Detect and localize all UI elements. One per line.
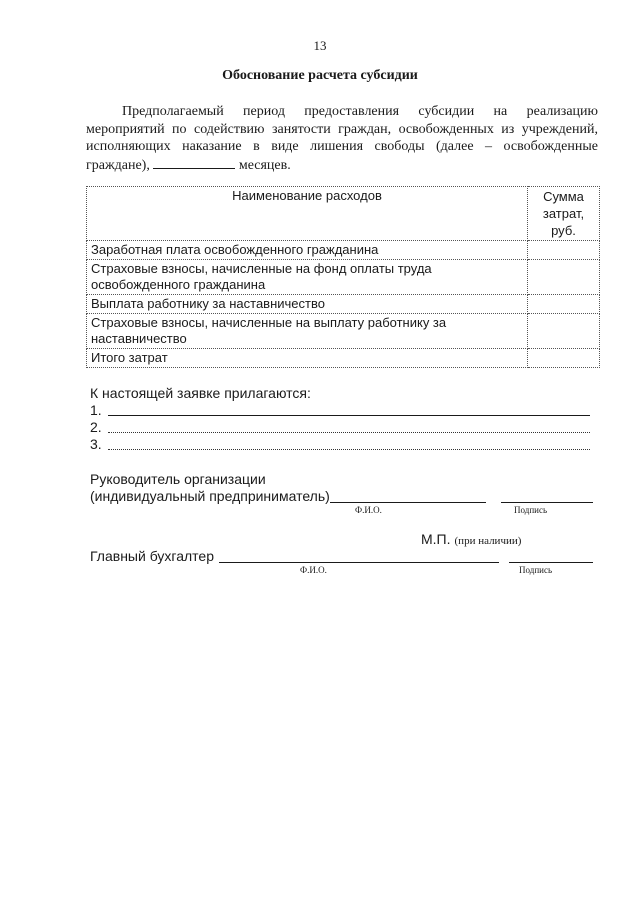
stamp-note: (при наличии) [454,535,522,547]
intro-text: Предполагаемый период предоставления субсидии на реализацию мероприятий по содействию занятости граждан, освобожденных из учреждений, исполняющих наказание в виде лишения свободы (далее – освобожденные граждане), [86,104,598,173]
row-name: Страховые взносы, начисленные на выплату работнику за наставничество [87,314,528,349]
row-name: Страховые взносы, начисленные на фонд оплаты труда освобожденного гражданина [87,260,528,295]
head-label-line2: (индивидуальный предприниматель) [90,488,330,504]
period-months-field[interactable] [153,156,235,169]
attachment-line-1[interactable] [90,402,590,418]
row-sum[interactable] [528,349,600,368]
attachment-number: 1. [90,402,102,418]
head-fio-caption: Ф.И.О. [355,505,382,515]
accountant-signature-line[interactable] [509,562,593,563]
page-number: 13 [313,38,327,53]
header-sum-cell: Сумма затрат, руб. [528,187,600,241]
head-fio-line[interactable] [330,502,486,503]
row-name: Итого затрат [87,349,528,368]
head-sign-caption: Подпись [514,505,548,515]
table-header-row [87,187,600,241]
attachment-line-3[interactable] [90,436,590,452]
table-row [87,241,600,260]
attachment-fill-line [108,449,590,450]
stamp-block [421,531,521,549]
accountant-label: Главный бухгалтер [90,548,214,564]
attachment-line-2[interactable] [90,419,590,435]
table-row [87,314,600,349]
header-name-cell: Наименование расходов [87,187,528,241]
row-sum[interactable] [528,260,600,295]
head-signature-line[interactable] [501,502,593,503]
stamp-label: М.П. [421,531,451,547]
row-name: Выплата работнику за наставничество [87,295,528,314]
row-sum[interactable] [528,241,600,260]
attachments-heading: К настоящей заявке прилагаются: [90,385,311,401]
intro-paragraph [86,103,598,174]
page-title: Обоснование расчета субсидии [222,68,418,83]
intro-text-suffix: месяцев. [238,157,291,173]
head-label-line1: Руководитель организации [90,471,266,487]
row-name: Заработная плата освобожденного гражданина [87,241,528,260]
expenses-table [86,186,600,368]
row-sum[interactable] [528,295,600,314]
accountant-fio-caption: Ф.И.О. [300,565,327,575]
attachment-fill-line [108,415,590,416]
accountant-fio-line[interactable] [219,562,499,563]
accountant-sign-caption: Подпись [519,565,553,575]
attachment-fill-line [108,432,590,433]
row-sum[interactable] [528,314,600,349]
table-row [87,260,600,295]
attachment-number: 3. [90,436,102,452]
table-row [87,295,600,314]
table-row [87,349,600,368]
attachment-number: 2. [90,419,102,435]
